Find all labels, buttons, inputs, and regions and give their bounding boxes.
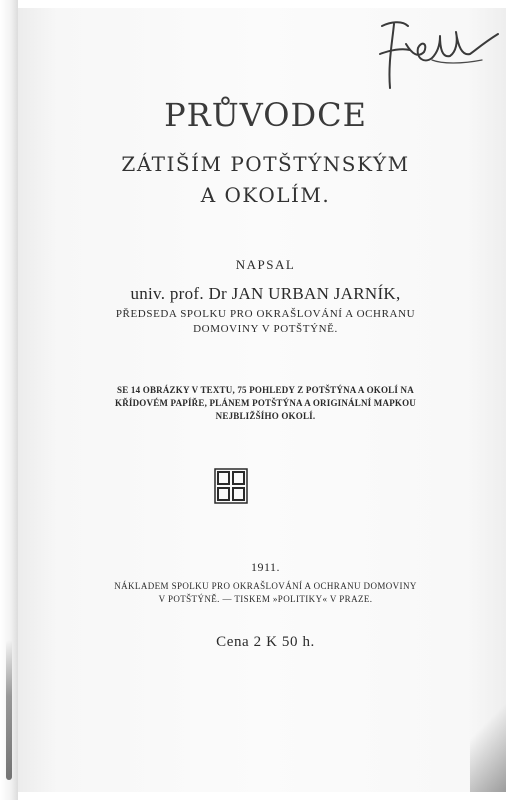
author-role-line-2: DOMOVINY V POTŠTÝNĚ.: [193, 323, 338, 335]
contents-note-line-1: SE 14 OBRÁZKY V TEXTU, 75 POHLEDY Z POTŠTÝNA A OKOLÍ NA: [117, 385, 414, 395]
publication-year: 1911.: [250, 560, 281, 574]
author-name: univ. prof. Dr JAN URBAN JARNÍK,: [130, 284, 401, 303]
author-role-line-1: PŘEDSEDA SPOLKU PRO OKRAŠLOVÁNÍ A OCHRANU: [115, 308, 416, 320]
book-subtitle-line-2: A OKOLÍM.: [200, 183, 331, 207]
publisher-line-2: V POTŠTÝNĚ. — TISKEM »POLITIKY« V PRAZE.: [158, 594, 373, 604]
book-subtitle-line-1: ZÁTIŠÍM POTŠTÝNSKÝM: [121, 152, 410, 176]
byline-label: NAPSAL: [235, 257, 296, 272]
publisher-line-1: NÁKLADEM SPOLKU PRO OKRAŠLOVÁNÍ A OCHRANU DOMOVINY: [114, 581, 417, 591]
handwritten-signature: [372, 14, 502, 94]
four-square-ornament-icon: [214, 468, 248, 504]
contents-note-line-2: KŘÍDOVÉM PAPÍŘE, PLÁNEM POTŠTÝNA A ORIGINÁLNÍ MAPKOU: [115, 398, 416, 408]
book-title: PRŮVODCE: [164, 96, 367, 134]
binding-shadow: [6, 640, 12, 780]
page-corner-shadow: [470, 700, 506, 792]
contents-note-line-3: NEJBLIŽŠÍHO OKOLÍ.: [215, 411, 316, 421]
price: Cena 2 K 50 h.: [216, 634, 315, 650]
